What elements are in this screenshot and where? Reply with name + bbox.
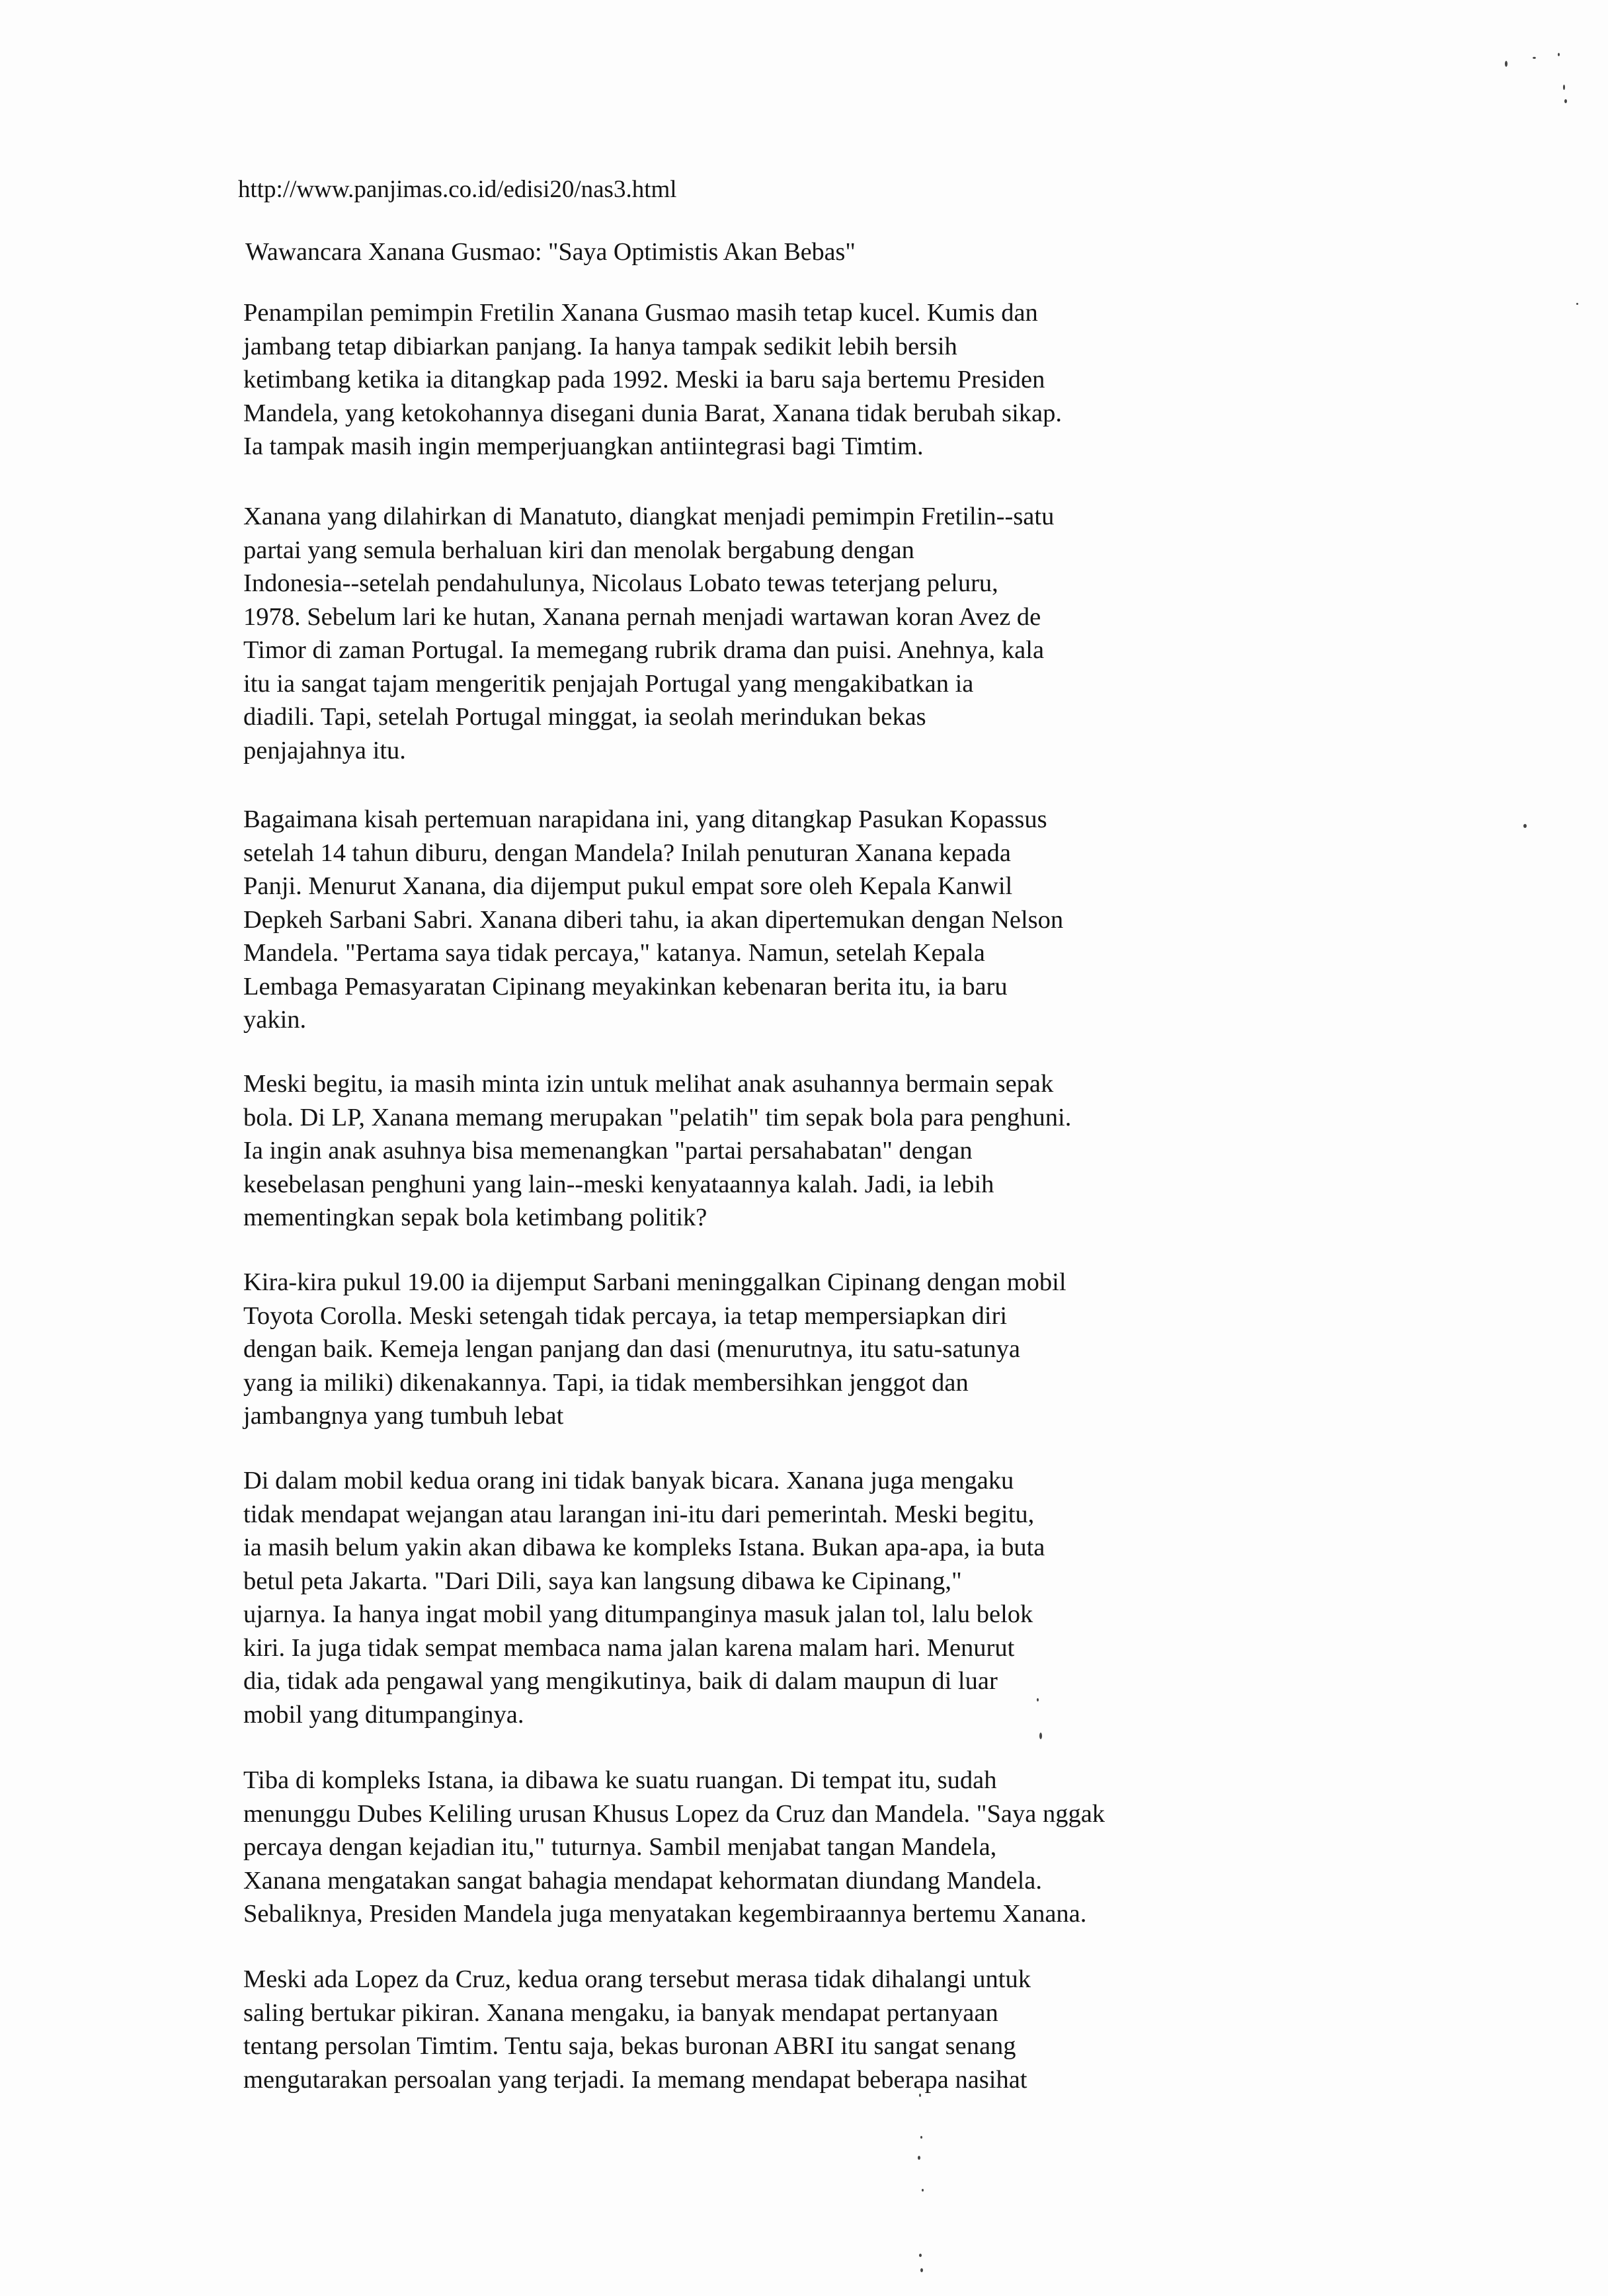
scan-speck	[922, 2189, 924, 2192]
text-line: diadili. Tapi, setelah Portugal minggat, ia seolah merindukan bekas	[243, 703, 926, 731]
scan-speck	[918, 2156, 920, 2160]
text-line: yang ia miliki) dikenakannya. Tapi, ia tidak membersihkan jenggot dan	[243, 1368, 969, 1397]
text-line: Di dalam mobil kedua orang ini tidak banyak bicara. Xanana juga mengaku	[243, 1467, 1014, 1495]
text-line: tentang persolan Timtim. Tentu saja, bekas buronan ABRI itu sangat senang	[243, 2032, 1016, 2060]
text-line: kiri. Ia juga tidak sempat membaca nama jalan karena malam hari. Menurut	[243, 1633, 1015, 1662]
text-line: Mandela. "Pertama saya tidak percaya," katanya. Namun, setelah Kepala	[243, 939, 985, 967]
paragraph-2	[243, 500, 1222, 767]
text-line: saling bertukar pikiran. Xanana mengaku, ia banyak mendapat pertanyaan	[243, 1998, 998, 2027]
text-line: partai yang semula berhaluan kiri dan menolak bergabung dengan	[243, 536, 914, 564]
text-line: Toyota Corolla. Meski setengah tidak percaya, ia tetap mempersiapkan diri	[243, 1301, 1008, 1330]
paragraph-6	[243, 1464, 1222, 1731]
text-line: mengutarakan persoalan yang terjadi. Ia memang mendapat beberapa nasihat	[243, 2065, 1027, 2094]
text-line: Kira-kira pukul 19.00 ia dijemput Sarbani meninggalkan Cipinang dengan mobil	[243, 1268, 1066, 1296]
scan-speck	[919, 2094, 921, 2097]
text-line: Meski begitu, ia masih minta izin untuk melihat anak asuhannya bermain sepak	[243, 1070, 1054, 1098]
text-line: dia, tidak ada pengawal yang mengikutinya, baik di dalam maupun di luar	[243, 1667, 998, 1695]
text-line: 1978. Sebelum lari ke hutan, Xanana pernah menjadi wartawan koran Avez de	[243, 602, 1041, 631]
paragraph-1	[243, 296, 1222, 464]
text-line: Xanana mengatakan sangat bahagia mendapat kehormatan diundang Mandela.	[243, 1866, 1042, 1895]
text-line: percaya dengan kejadian itu," tuturnya. Sambil menjabat tangan Mandela,	[243, 1833, 997, 1861]
text-line: jambangnya yang tumbuh lebat	[243, 1402, 564, 1430]
scan-speck	[919, 2254, 922, 2257]
text-line: Tiba di kompleks Istana, ia dibawa ke suatu ruangan. Di tempat itu, sudah	[243, 1766, 997, 1794]
text-line: ketimbang ketika ia ditangkap pada 1992. Meski ia baru saja bertemu Presiden	[243, 366, 1045, 393]
text-line: betul peta Jakarta. "Dari Dili, saya kan langsung dibawa ke Cipinang,"	[243, 1567, 962, 1595]
text-line: Meski ada Lopez da Cruz, kedua orang tersebut merasa tidak dihalangi untuk	[243, 1965, 1031, 1993]
text-line: bola. Di LP, Xanana memang merupakan "pelatih" tim sepak bola para penghuni.	[243, 1103, 1072, 1131]
text-line: jambang tetap dibiarkan panjang. Ia hanya tampak sedikit lebih bersih	[243, 332, 957, 360]
scan-speck	[1037, 1698, 1039, 1702]
text-line: ujarnya. Ia hanya ingat mobil yang ditumpanginya masuk jalan tol, lalu belok	[243, 1600, 1033, 1628]
text-line: kesebelasan penghuni yang lain--meski kenyataannya kalah. Jadi, ia lebih	[243, 1170, 994, 1198]
text-line: Penampilan pemimpin Fretilin Xanana Gusmao masih tetap kucel. Kumis dan	[243, 299, 1038, 327]
scan-speck	[920, 2268, 923, 2272]
text-line: Timor di zaman Portugal. Ia memegang rubrik drama dan puisi. Anehnya, kala	[243, 636, 1045, 664]
text-line: penjajahnya itu.	[243, 736, 406, 764]
text-line: mobil yang ditumpanginya.	[243, 1700, 524, 1729]
paragraph-3	[243, 803, 1222, 1037]
text-line: itu ia sangat tajam mengeritik penjajah Portugal yang mengakibatkan ia	[243, 669, 974, 698]
text-line: Lembaga Pemasyaratan Cipinang meyakinkan kebenaran berita itu, ia baru	[243, 972, 1008, 1001]
paragraph-7	[243, 1764, 1222, 1931]
text-line: Panji. Menurut Xanana, dia dijemput pukul empat sore oleh Kepala Kanwil	[243, 872, 1013, 900]
text-line: Ia ingin anak asuhnya bisa memenangkan "partai persahabatan" dengan	[243, 1137, 973, 1165]
text-line: mementingkan sepak bola ketimbang politik?	[243, 1204, 707, 1231]
text-line: menunggu Dubes Keliling urusan Khusus Lopez da Cruz dan Mandela. "Saya nggak	[243, 1799, 1106, 1828]
paragraph-4	[243, 1067, 1222, 1235]
text-line: yakin.	[243, 1006, 307, 1034]
paragraph-5	[243, 1266, 1222, 1433]
text-line: ia masih belum yakin akan dibawa ke kompleks Istana. Bukan apa-apa, ia buta	[243, 1534, 1045, 1561]
article-title: Wawancara Xanana Gusmao: "Saya Optimistis Akan Bebas"	[245, 238, 856, 266]
scan-speck	[920, 2136, 922, 2139]
text-line: Depkeh Sarbani Sabri. Xanana diberi tahu, ia akan dipertemukan dengan Nelson	[243, 905, 1064, 934]
text-line: tidak mendapat wejangan atau larangan ini-itu dari pemerintah. Meski begitu,	[243, 1500, 1035, 1528]
text-line: Mandela, yang ketokohannya disegani dunia Barat, Xanana tidak berubah sikap.	[243, 399, 1063, 427]
paragraph-8	[243, 1963, 1222, 2096]
text-line: setelah 14 tahun diburu, dengan Mandela? Inilah penuturan Xanana kepada	[243, 839, 1011, 867]
text-line: Bagaimana kisah pertemuan narapidana ini, yang ditangkap Pasukan Kopassus	[243, 805, 1047, 833]
source-url: http://www.panjimas.co.id/edisi20/nas3.html	[238, 176, 677, 203]
scan-speck	[1576, 303, 1578, 305]
text-line: dengan baik. Kemeja lengan panjang dan dasi (menurutnya, itu satu-satunya	[243, 1335, 1020, 1363]
scan-speck	[1505, 61, 1508, 67]
scan-speck	[1523, 824, 1527, 828]
text-line: Xanana yang dilahirkan di Manatuto, diangkat menjadi pemimpin Fretilin--satu	[243, 503, 1055, 530]
scan-speck	[1564, 99, 1567, 103]
scan-speck	[1563, 85, 1565, 90]
text-line: Sebaliknya, Presiden Mandela juga menyatakan kegembiraannya bertemu Xanana.	[243, 1900, 1087, 1928]
scan-speck	[1558, 53, 1560, 56]
text-line: Ia tampak masih ingin memperjuangkan antiintegrasi bagi Timtim.	[243, 432, 924, 460]
scan-speck	[1533, 57, 1536, 59]
scan-speck	[1039, 1733, 1042, 1739]
text-line: Indonesia--setelah pendahulunya, Nicolaus Lobato tewas teterjang peluru,	[243, 569, 998, 597]
